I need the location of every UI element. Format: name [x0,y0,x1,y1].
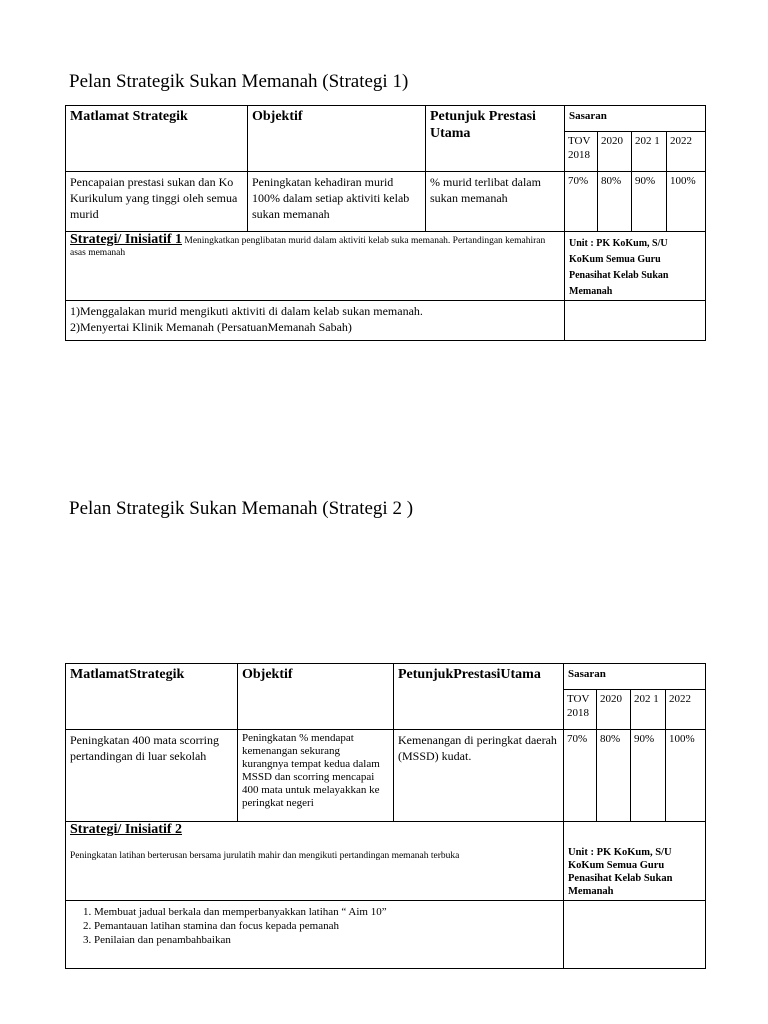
strategi-text: Meningkatkan penglibatan murid dalam aktiviti kelab suka memanah. Pertandingan kemahiran asas memanah [70,236,546,258]
header-matlamat: Matlamat Strategik [66,106,248,172]
activity-item: 1)Menggalakan murid mengikuti aktiviti di dalam kelab sukan memanah. [70,304,423,318]
strategi-text: Peningkatan latihan berterusan bersama jurulatih mahir dan mengikuti pertandingan memanah terbuka [70,851,460,861]
target-tov: 70% [565,172,598,232]
activity-item: 2. Pemantauan latihan stamina dan focus kepada pemanah [94,919,559,933]
petunjuk-cell: Kemenangan di peringkat daerah (MSSD) kudat. [394,730,564,822]
target-2021: 90% [631,730,666,822]
strategi-cell [66,232,565,301]
section1-title: Pelan Strategik Sukan Memanah (Strategi 1) [69,71,409,92]
target-2021: 90% [632,172,667,232]
activity-item: 1. Membuat jadual berkala dan memperbanyakkan latihan “ Aim 10” [94,905,559,919]
strategy1-table [65,105,706,341]
header-matlamat: MatlamatStrategik [66,664,238,730]
empty-cell [565,301,706,341]
unit-cell [565,232,706,301]
strategi-label: Strategi/ Inisiatif 2 [70,822,182,837]
objektif-cell: Peningkatan % mendapat kemenangan sekurang kurangnya tempat kedua dalam MSSD dan scorring mencapai 400 mata untuk melayakkan ke peringkat negeri [238,730,394,822]
target-2022: 100% [667,172,706,232]
activities-cell [66,901,564,969]
header-petunjuk: Petunjuk Prestasi Utama [426,106,565,172]
year-2022: 2022 [666,690,706,730]
target-2022: 100% [666,730,706,822]
activity-item: 2)Menyertai Klinik Memanah (PersatuanMemanah Sabah) [70,320,352,334]
year-tov: TOV 2018 [565,132,598,172]
header-objektif: Objektif [238,664,394,730]
header-sasaran: Sasaran [565,106,706,132]
target-tov: 70% [564,730,597,822]
objektif-cell: Peningkatan kehadiran murid 100% dalam setiap aktiviti kelab sukan memanah [248,172,426,232]
empty-cell [564,901,706,969]
petunjuk-cell: % murid terlibat dalam sukan memanah [426,172,565,232]
strategi-cell [66,822,564,901]
year-2020: 2020 [598,132,632,172]
strategi-label: Strategi/ Inisiatif 1 [70,232,182,247]
year-2021: 202 1 [631,690,666,730]
header-sasaran: Sasaran [564,664,706,690]
year-2021: 202 1 [632,132,667,172]
unit-cell [564,822,706,901]
year-2022: 2022 [667,132,706,172]
year-tov: TOV 2018 [564,690,597,730]
section2-title: Pelan Strategik Sukan Memanah (Strategi 2 ) [69,498,414,519]
target-2020: 80% [598,172,632,232]
year-2020: 2020 [597,690,631,730]
matlamat-cell: Pencapaian prestasi sukan dan Ko Kurikulum yang tinggi oleh semua murid [66,172,248,232]
activity-item: 3. Penilaian dan penambahbaikan [94,933,559,947]
header-objektif: Objektif [248,106,426,172]
activities-list [70,905,559,947]
unit-text: Unit : PK KoKum, S/U KoKum Semua Guru Penasihat Kelab Sukan Memanah [568,847,673,897]
header-petunjuk: PetunjukPrestasiUtama [394,664,564,730]
matlamat-cell: Peningkatan 400 mata scorring pertandingan di luar sekolah [66,730,238,822]
strategy2-table [65,663,706,969]
activities-cell [66,301,565,341]
unit-text: Unit : PK KoKum, S/U KoKum Semua Guru Penasihat Kelab Sukan Memanah [569,238,669,297]
target-2020: 80% [597,730,631,822]
